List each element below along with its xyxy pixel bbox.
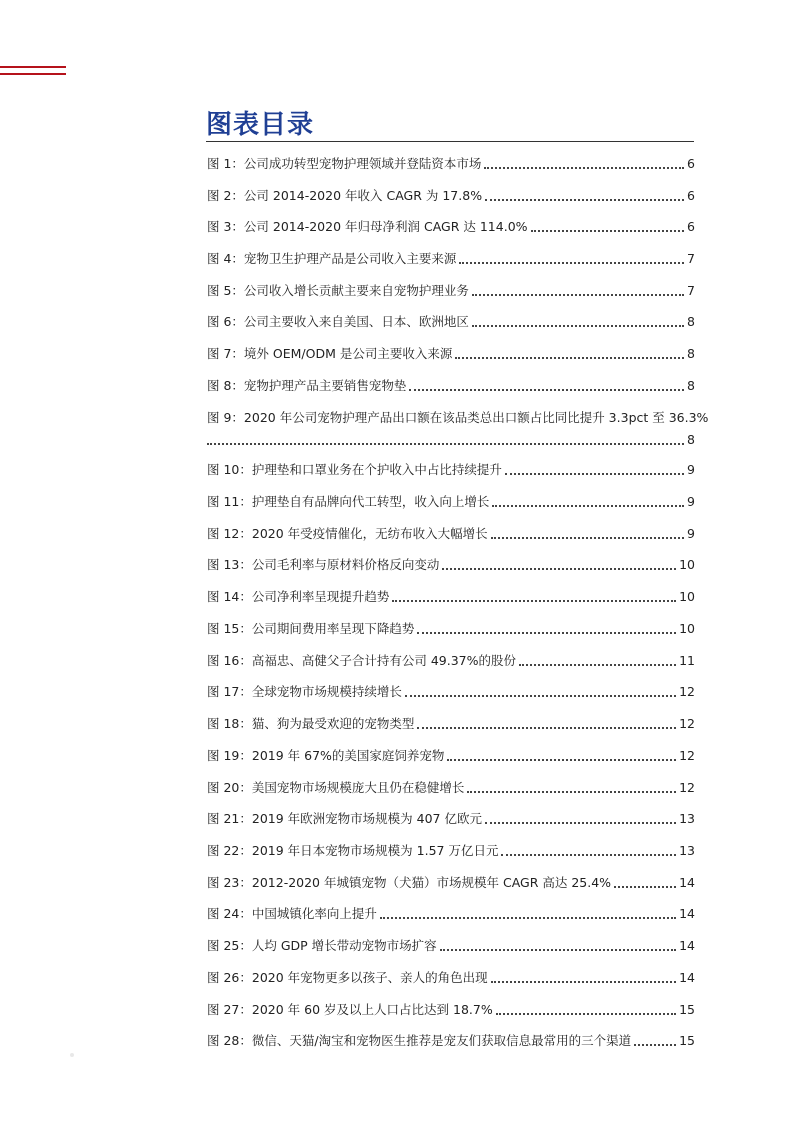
entry-page: 7 (687, 251, 695, 266)
toc-entry[interactable] (207, 652, 695, 670)
entry-label: 图 2：公司 2014-2020 年收入 CAGR 为 17.8% (207, 188, 483, 203)
entry-label: 图 18：猫、狗为最受欢迎的宠物类型 (207, 716, 415, 731)
dot-leader (392, 600, 676, 602)
entry-label: 图 16：高福忠、高健父子合计持有公司 49.37%的股份 (207, 653, 517, 668)
entry-label: 图 17：全球宠物市场规模持续增长 (207, 684, 402, 699)
entry-page: 9 (687, 462, 695, 477)
toc-entry[interactable] (207, 313, 695, 331)
entry-label: 图 5：公司收入增长贡献主要来自宠物护理业务 (207, 283, 469, 298)
dot-leader (491, 537, 684, 539)
dot-leader (455, 357, 684, 359)
toc-entry[interactable] (207, 556, 695, 574)
entry-label: 图 25：人均 GDP 增长带动宠物市场扩容 (207, 938, 437, 953)
entry-page: 10 (679, 557, 695, 572)
toc-entry[interactable] (207, 218, 695, 236)
entry-page: 15 (679, 1002, 695, 1017)
entry-page: 12 (679, 780, 695, 795)
dot-leader (496, 1013, 676, 1015)
entry-label: 图 27：2020 年 60 岁及以上人口占比达到 18.7% (207, 1002, 493, 1017)
dot-leader (484, 167, 684, 169)
toc-entry[interactable] (207, 461, 695, 479)
dot-leader (505, 473, 684, 475)
entry-page: 10 (679, 589, 695, 604)
dot-leader (380, 917, 676, 919)
toc-entry[interactable] (207, 905, 695, 923)
entry-label: 图 6：公司主要收入来自美国、日本、欧洲地区 (207, 314, 469, 329)
toc-entry[interactable] (207, 377, 695, 395)
toc-entry-long-continuation[interactable] (207, 431, 695, 449)
entry-label: 图 7：境外 OEM/ODM 是公司主要收入来源 (207, 346, 453, 361)
dot-leader (459, 262, 684, 264)
dot-leader (519, 664, 676, 666)
toc-entry[interactable] (207, 969, 695, 987)
toc-entry-long[interactable] (207, 409, 737, 427)
dot-leader (485, 822, 676, 824)
toc-entry[interactable] (207, 282, 695, 300)
toc-entry[interactable] (207, 620, 695, 638)
entry-label: 图 4：宠物卫生护理产品是公司收入主要来源 (207, 251, 457, 266)
entry-page: 14 (679, 906, 695, 921)
toc-entry[interactable] (207, 155, 695, 173)
entry-page: 8 (687, 314, 695, 329)
entry-label: 图 9：2020 年公司宠物护理产品出口额在该品类总出口额占比同比提升 3.3pct 至 36.3% (207, 410, 709, 425)
toc-entry[interactable] (207, 250, 695, 268)
entry-label: 图 3：公司 2014-2020 年归母净利润 CAGR 达 114.0% (207, 219, 528, 234)
toc-entry[interactable] (207, 1001, 695, 1019)
entry-label: 图 1：公司成功转型宠物护理领域并登陆资本市场 (207, 156, 482, 171)
toc-entry[interactable] (207, 779, 695, 797)
toc-entry[interactable] (207, 493, 695, 511)
dot-leader (440, 949, 676, 951)
entry-page: 13 (679, 811, 695, 826)
toc-entry[interactable] (207, 588, 695, 606)
entry-label: 图 24：中国城镇化率向上提升 (207, 906, 377, 921)
dot-leader (417, 632, 676, 634)
dot-leader (614, 886, 676, 888)
entry-page: 6 (687, 188, 695, 203)
dot-leader (472, 325, 684, 327)
entry-page: 12 (679, 716, 695, 731)
entry-label: 图 26：2020 年宠物更多以孩子、亲人的角色出现 (207, 970, 488, 985)
entry-page: 8 (687, 378, 695, 393)
entry-label: 图 15：公司期间费用率呈现下降趋势 (207, 621, 415, 636)
toc-entry[interactable] (207, 842, 695, 860)
dot-leader (491, 981, 676, 983)
entry-label: 图 23：2012-2020 年城镇宠物（犬猫）市场规模年 CAGR 高达 25.4% (207, 875, 612, 890)
entry-page: 9 (687, 526, 695, 541)
entry-label: 图 28：微信、天猫/淘宝和宠物医生推荐是宠友们获取信息最常用的三个渠道 (207, 1033, 632, 1048)
entry-page: 11 (679, 653, 695, 668)
entry-label: 图 22：2019 年日本宠物市场规模为 1.57 万亿日元 (207, 843, 499, 858)
toc-entry[interactable] (207, 810, 695, 828)
dot-leader (492, 505, 684, 507)
entry-page: 12 (679, 684, 695, 699)
toc-entry[interactable] (207, 683, 695, 701)
dot-leader (634, 1044, 676, 1046)
dot-leader (442, 568, 676, 570)
entry-page: 8 (687, 346, 695, 361)
dot-leader (405, 695, 676, 697)
toc-entry[interactable] (207, 747, 695, 765)
page-title: 图表目录 (206, 110, 315, 140)
entry-label: 图 20：美国宠物市场规模庞大且仍在稳健增长 (207, 780, 465, 795)
dot-leader (417, 727, 676, 729)
entry-page: 7 (687, 283, 695, 298)
entry-page: 15 (679, 1033, 695, 1048)
entry-label: 图 13：公司毛利率与原材料价格反向变动 (207, 557, 440, 572)
entry-label: 图 14：公司净利率呈现提升趋势 (207, 589, 390, 604)
entry-page: 14 (679, 938, 695, 953)
entry-page: 9 (687, 494, 695, 509)
entry-label: 图 8：宠物护理产品主要销售宠物垫 (207, 378, 407, 393)
toc-entry[interactable] (207, 937, 695, 955)
entry-page: 14 (679, 875, 695, 890)
dot-leader (485, 199, 684, 201)
toc-entry[interactable] (207, 715, 695, 733)
toc-entry[interactable] (207, 187, 695, 205)
dot-leader (207, 443, 684, 445)
dot-leader (409, 389, 684, 391)
scan-artifact (70, 1053, 74, 1057)
entry-page: 6 (687, 156, 695, 171)
dot-leader (531, 230, 685, 232)
entry-label: 图 11：护理垫自有品牌向代工转型，收入向上增长 (207, 494, 490, 509)
toc-entry[interactable] (207, 1032, 695, 1050)
dot-leader (472, 294, 684, 296)
toc-entry[interactable] (207, 525, 695, 543)
entry-page: 13 (679, 843, 695, 858)
toc-entry[interactable] (207, 874, 695, 892)
entry-label: 图 12：2020 年受疫情催化，无纺布收入大幅增长 (207, 526, 488, 541)
entry-page: 8 (687, 432, 695, 447)
entry-label: 图 21：2019 年欧洲宠物市场规模为 407 亿欧元 (207, 811, 482, 826)
entry-page: 10 (679, 621, 695, 636)
entry-page: 12 (679, 748, 695, 763)
entry-page: 6 (687, 219, 695, 234)
dot-leader (467, 791, 676, 793)
entry-page: 14 (679, 970, 695, 985)
dot-leader (447, 759, 676, 761)
toc-entry[interactable] (207, 345, 695, 363)
entry-label: 图 10：护理垫和口罩业务在个护收入中占比持续提升 (207, 462, 502, 477)
entry-label: 图 19：2019 年 67%的美国家庭饲养宠物 (207, 748, 445, 763)
dot-leader (501, 854, 676, 856)
